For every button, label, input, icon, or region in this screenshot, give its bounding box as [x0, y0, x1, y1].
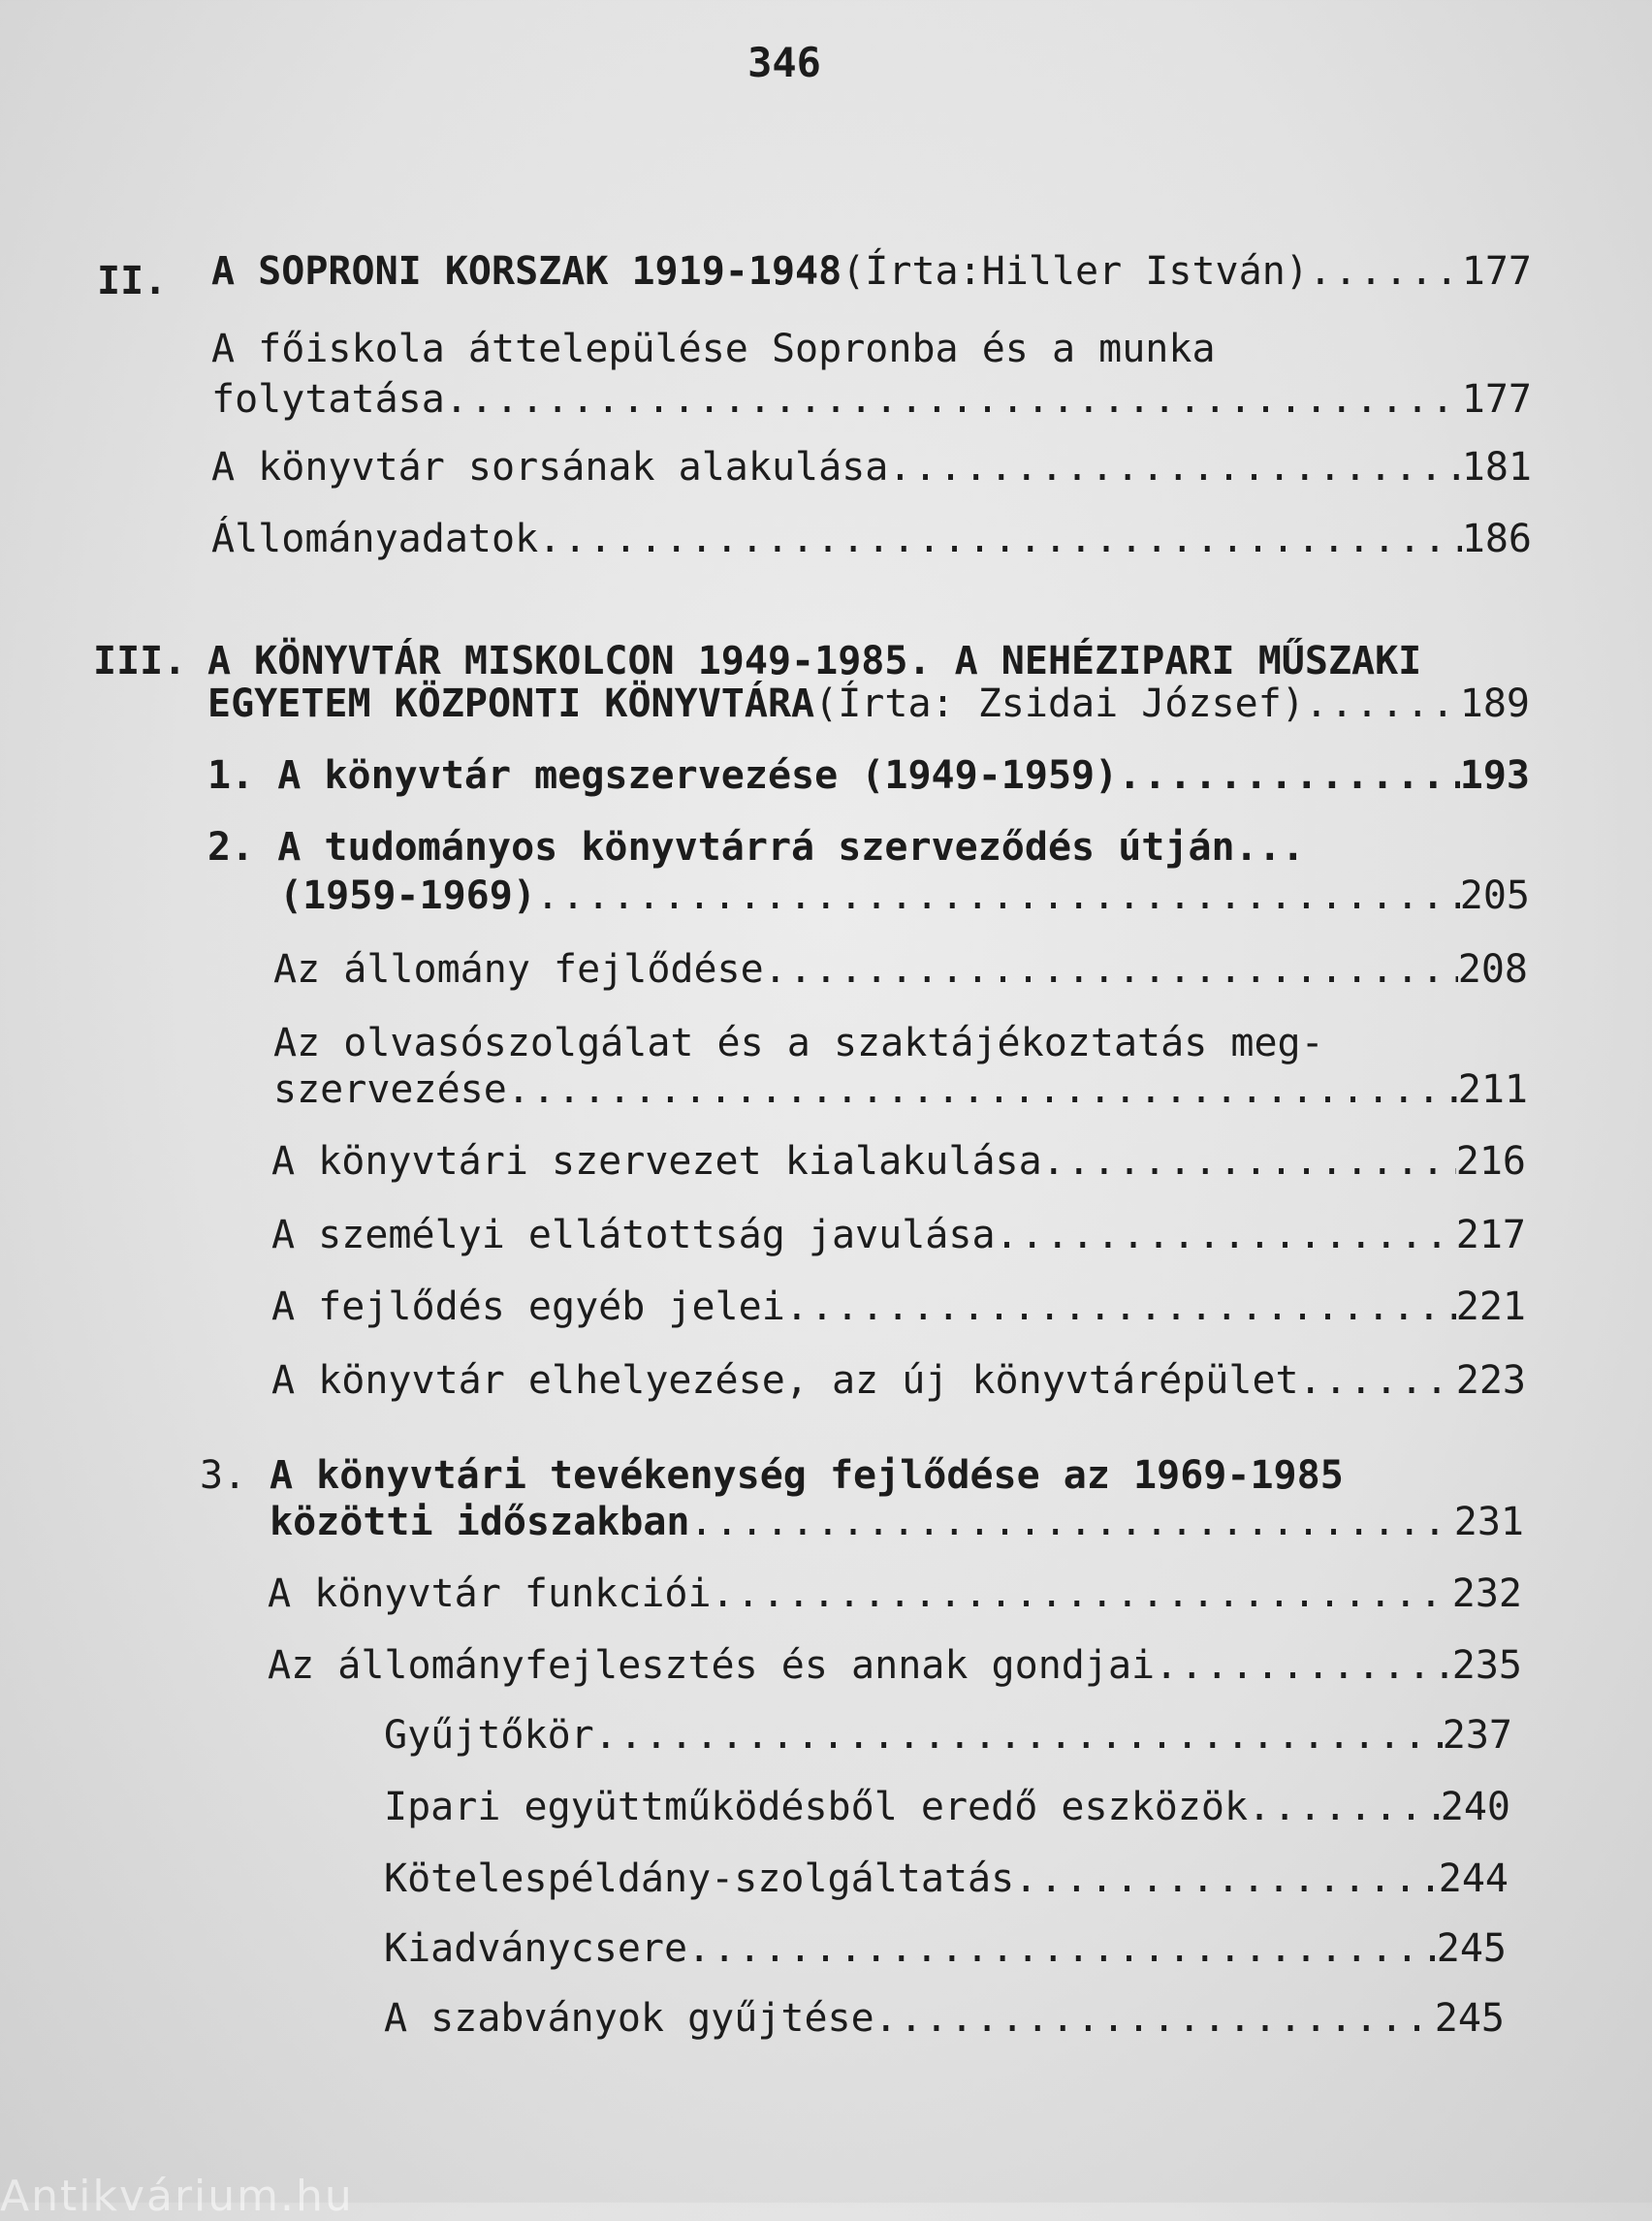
toc-entry-text: A könyvtár sorsának alakulása [211, 445, 889, 490]
toc-entry-page: 216 [1455, 1139, 1526, 1184]
toc-entry-page: 245 [1436, 1926, 1507, 1971]
leader-dots [874, 1993, 1435, 2044]
leader-dots [888, 442, 1461, 492]
toc-subentry [384, 1854, 1509, 1904]
toc-entry [268, 1569, 1522, 1619]
leader-dots [594, 1710, 1443, 1761]
toc-entry-page: 223 [1455, 1358, 1526, 1403]
leader-dots [689, 1497, 1453, 1547]
toc-entry-text: A személyi ellátottság javulása [271, 1213, 996, 1257]
toc-entry-page: 217 [1455, 1213, 1526, 1257]
leader-dots [536, 871, 1460, 921]
toc-entry-text: Kötelespéldány-szolgáltatás [384, 1856, 1015, 1901]
leader-dots [1248, 1782, 1441, 1832]
toc-entry [271, 1210, 1526, 1260]
leader-dots [785, 1282, 1456, 1332]
section-ii-heading [211, 246, 1532, 297]
toc-entry-text: Gyűjtőkör [384, 1713, 594, 1758]
chapter-3-number: 3. [200, 1453, 247, 1498]
toc-subentry [384, 1782, 1510, 1832]
leader-dots [1155, 1640, 1452, 1691]
toc-entry [211, 442, 1532, 492]
toc-entry-page: 244 [1438, 1856, 1509, 1901]
toc-entry-text: közötti időszakban [270, 1500, 690, 1544]
toc-entry-text: Ipari együttműködésből eredő eszközök [384, 1785, 1249, 1829]
leader-dots [1042, 1136, 1456, 1187]
chapter-3 [270, 1497, 1524, 1547]
toc-entry-text: A könyvtári szervezet kialakulása [271, 1139, 1042, 1184]
watermark: Antikvárium.hu [0, 2172, 354, 2221]
toc-subentry [384, 1993, 1505, 2044]
toc-entry-text: Állományadatok [211, 517, 539, 561]
section-ii-numeral: II. [97, 259, 168, 303]
page-number: 346 [747, 39, 821, 86]
leader-dots [538, 514, 1462, 564]
toc-entry-text: szervezése [273, 1067, 507, 1112]
section-iii-page: 189 [1459, 682, 1530, 726]
toc-entry-text: A könyvtár funkciói [268, 1571, 712, 1616]
leader-dots [1305, 679, 1460, 729]
leader-dots [1299, 1355, 1456, 1406]
toc-entry [268, 1640, 1522, 1691]
toc-entry-text: A könyvtár elhelyezése, az új könyvtárépület [271, 1358, 1299, 1403]
leader-dots [996, 1210, 1456, 1260]
leader-dots [712, 1569, 1452, 1619]
toc-entry-text: A fejlődés egyéb jelei [271, 1285, 785, 1329]
toc-entry [211, 374, 1532, 425]
chapter-3-line1: A könyvtári tevékenység fejlődése az 1969-1985 [270, 1453, 1344, 1498]
leader-dots [1014, 1854, 1439, 1904]
toc-entry-page: 181 [1461, 445, 1532, 490]
toc-entry-page: 240 [1440, 1785, 1510, 1829]
section-iii-title-line1: A KÖNYVTÁR MISKOLCON 1949-1985. A NEHÉZIPARI MŰSZAKI [207, 639, 1422, 683]
toc-entry [271, 1355, 1526, 1406]
toc-entry-text: folytatása [211, 377, 445, 422]
toc-entry-page: 211 [1457, 1067, 1528, 1112]
toc-entry-text: (1959-1969) [279, 873, 536, 918]
toc-entry-text: 1. A könyvtár megszervezése (1949-1959) [207, 753, 1119, 798]
section-iii-author: (Írta: Zsidai József) [814, 682, 1305, 726]
toc-entry-page: 193 [1459, 753, 1530, 798]
leader-dots [764, 944, 1458, 995]
leader-dots [1309, 246, 1462, 297]
toc-entry-page: 232 [1451, 1571, 1522, 1616]
chapter-1 [207, 750, 1530, 801]
section-ii-title: A SOPRONI KORSZAK 1919-1948 [211, 249, 842, 294]
leader-dots [687, 1923, 1437, 1974]
section-iii-numeral: III. [93, 639, 187, 683]
toc-subentry [384, 1923, 1507, 1974]
toc-entry-page: 208 [1457, 947, 1528, 992]
toc-entry [271, 1136, 1526, 1187]
chapter-2 [279, 871, 1530, 921]
toc-entry-text: A szabványok gyűjtése [384, 1996, 874, 2041]
toc-entry-text: Az állományfejlesztés és annak gondjai [268, 1643, 1156, 1688]
toc-entry [273, 1064, 1528, 1115]
leader-dots [1118, 750, 1460, 801]
section-ii-page: 177 [1461, 249, 1532, 294]
leader-dots [507, 1064, 1458, 1115]
leader-dots [445, 374, 1462, 425]
toc-subentry [384, 1710, 1512, 1761]
toc-entry [273, 944, 1528, 995]
toc-entry-text: Kiadványcsere [384, 1926, 688, 1971]
toc-entry-page: 186 [1461, 517, 1532, 561]
toc-entry-page: 205 [1459, 873, 1530, 918]
section-iii-heading [207, 679, 1530, 729]
toc-entry-page: 221 [1455, 1285, 1526, 1329]
toc-entry-page: 237 [1442, 1713, 1512, 1758]
toc-entry-page: 235 [1451, 1643, 1522, 1688]
toc-entry-line1: A főiskola áttelepülése Sopronba és a munka [211, 327, 1216, 371]
toc-entry-page: 231 [1453, 1500, 1524, 1544]
toc-entry [271, 1282, 1526, 1332]
toc-entry-line1: Az olvasószolgálat és a szaktájékoztatás meg- [273, 1021, 1324, 1065]
chapter-2-line1: 2. A tudományos könyvtárrá szerveződés útján... [207, 825, 1305, 870]
section-ii-author: (Írta:Hiller István) [842, 249, 1309, 294]
toc-entry [211, 514, 1532, 564]
toc-entry-text: Az állomány fejlődése [273, 947, 764, 992]
toc-entry-page: 177 [1461, 377, 1532, 422]
section-iii-title-line2: EGYETEM KÖZPONTI KÖNYVTÁRA [207, 682, 815, 726]
toc-entry-page: 245 [1434, 1996, 1505, 2041]
